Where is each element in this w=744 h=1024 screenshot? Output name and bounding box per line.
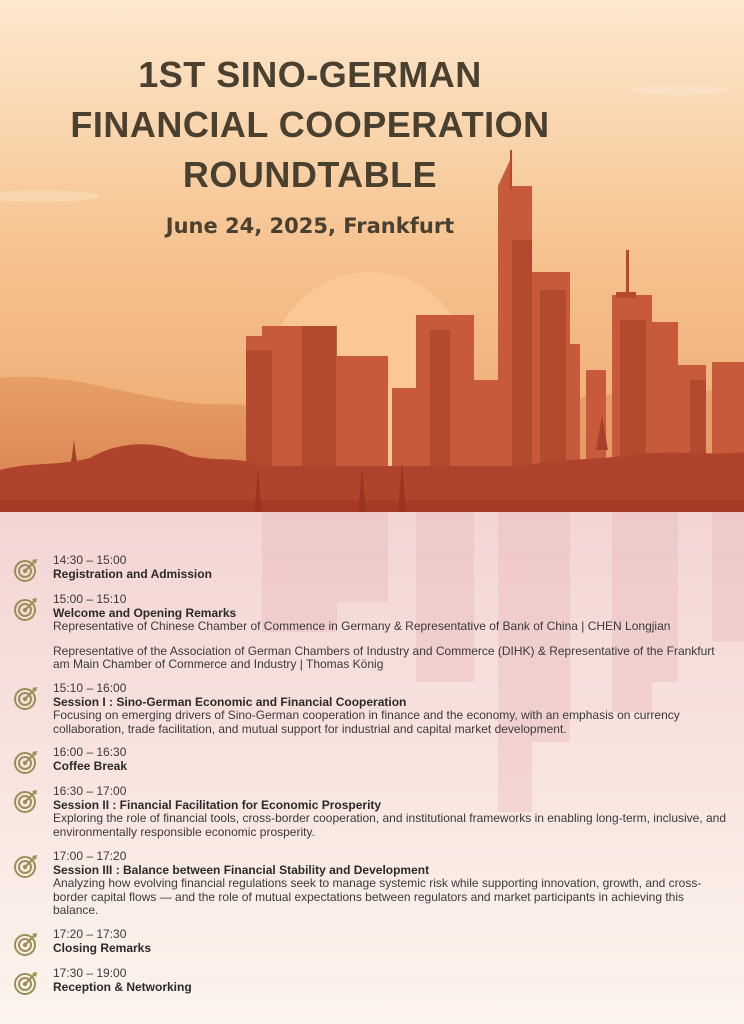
agenda-title: Session III : Balance between Financial Stability and Development	[53, 862, 430, 877]
title-line-1: 1ST SINO-GERMAN	[138, 54, 482, 95]
target-icon	[14, 854, 38, 878]
target-icon	[14, 750, 38, 774]
target-icon	[14, 971, 38, 995]
agenda-description: Analyzing how evolving financial regulations seek to manage systemic risk while supporting innovation, growth, and cross-border capital flows — and the role of mutual expectations between regulators and market participants in achieving this balance.	[53, 876, 702, 917]
target-icon	[14, 789, 38, 813]
agenda-time: 16:00 – 16:30	[53, 745, 127, 759]
agenda-time: 15:10 – 16:00	[53, 681, 127, 695]
agenda-title: Session II : Financial Facilitation for Economic Prosperity	[53, 797, 382, 812]
agenda-time: 14:30 – 15:00	[53, 553, 127, 567]
agenda-time: 16:30 – 17:00	[53, 784, 127, 798]
agenda-title: Registration and Admission	[53, 566, 212, 581]
agenda-time: 15:00 – 15:10	[53, 592, 127, 606]
agenda-title: Welcome and Opening Remarks	[53, 605, 237, 620]
title-line-3: ROUNDTABLE	[182, 154, 438, 195]
target-icon	[14, 558, 38, 582]
agenda-time: 17:00 – 17:20	[53, 849, 127, 863]
target-icon	[14, 597, 38, 621]
agenda-title: Reception & Networking	[53, 979, 192, 994]
agenda-time: 17:30 – 19:00	[53, 966, 127, 980]
agenda-title: Coffee Break	[53, 758, 128, 773]
title-line-2: FINANCIAL COOPERATION	[70, 104, 550, 145]
agenda-description-2: Representative of the Association of German Chambers of Industry and Commerce (DIHK) & Representative of the Frankfurt am Main Chamber of Commerce and Industry | Thomas König	[53, 643, 715, 671]
agenda-title: Session I : Sino-German Economic and Financial Cooperation	[53, 694, 407, 709]
event-date-location: June 24, 2025, Frankfurt	[165, 214, 455, 238]
target-icon	[14, 686, 38, 710]
agenda-description: Focusing on emerging drivers of Sino-German cooperation in finance and the economy, with an emphasis on currency collaboration, trade facilitation, and mutual support for industrial and capital market development.	[53, 708, 680, 736]
target-icon	[14, 932, 38, 956]
agenda-time: 17:20 – 17:30	[53, 927, 127, 941]
agenda-description: Exploring the role of financial tools, cross-border cooperation, and institutional frameworks in enabling long-term, inclusive, and environmentally responsible economic prosperity.	[53, 811, 727, 839]
agenda-description: Representative of Chinese Chamber of Commence in Germany & Representative of Bank of China | CHEN Longjian	[53, 619, 671, 633]
agenda-title: Closing Remarks	[53, 940, 152, 955]
